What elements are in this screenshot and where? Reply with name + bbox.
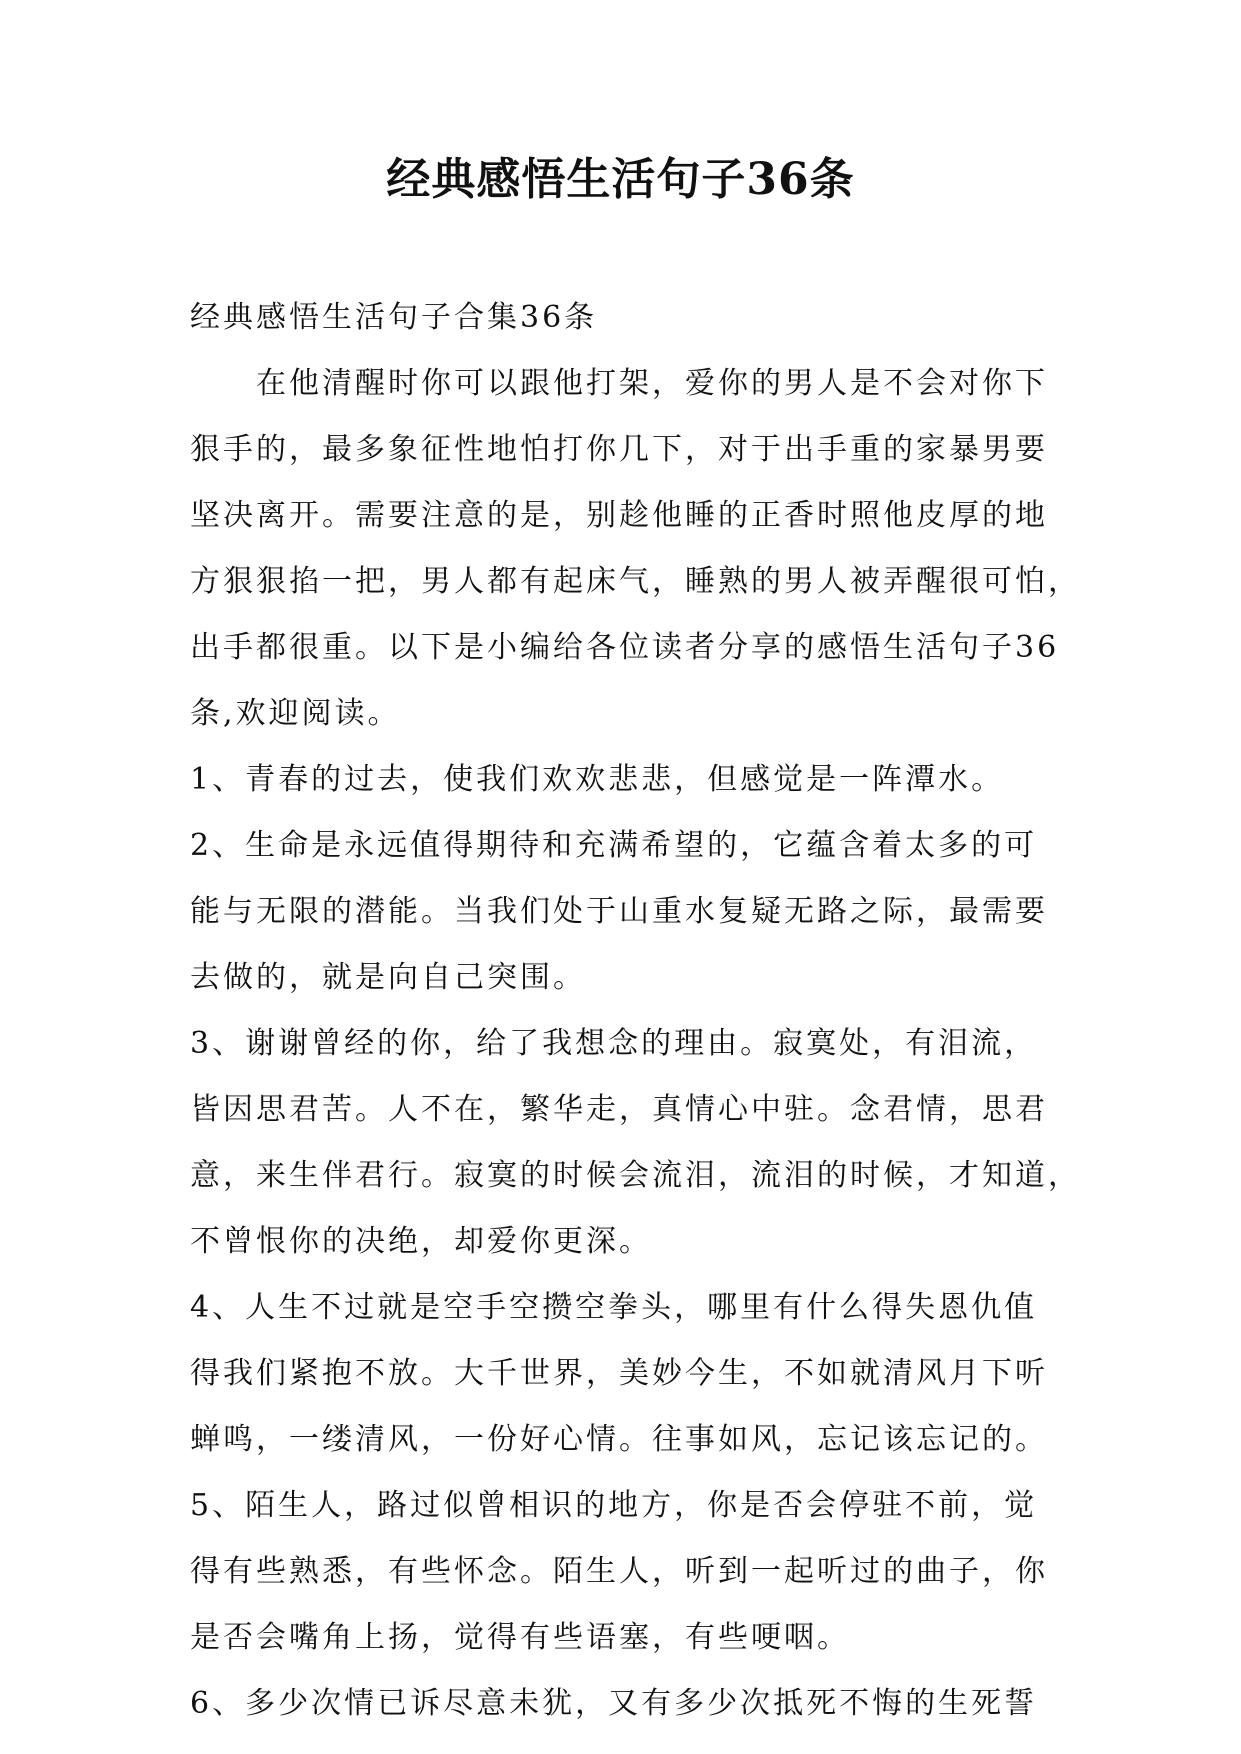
text-line: 2、生命是永远值得期待和充满希望的，它蕴含着太多的可 (190, 828, 1038, 863)
text-line: 得有些熟悉，有些怀念。陌生人，听到一起听过的曲子，你 (190, 1554, 1048, 1589)
text-line: 皆因思君苦。人不在，繁华走，真情心中驻。念君情，思君 (190, 1092, 1048, 1127)
document-body (190, 285, 1081, 1737)
text-line: 坚决离开。需要注意的是，别趁他睡的正香时照他皮厚的地 (190, 498, 1048, 533)
text-line: 方狠狠掐一把，男人都有起床气，睡熟的男人被弄醒很可怕， (190, 564, 1081, 599)
text-line: 意，来生伴君行。寂寞的时候会流泪，流泪的时候，才知道， (190, 1158, 1081, 1193)
text-line: 狠手的，最多象征性地怕打你几下，对于出手重的家暴男要 (190, 432, 1048, 467)
document-title: 经典感悟生活句子36条 (386, 154, 855, 205)
text-line: 是否会嘴角上扬，觉得有些语塞，有些哽咽。 (190, 1620, 850, 1655)
text-line: 条,欢迎阅读。 (190, 696, 401, 731)
text-line: 经典感悟生活句子合集36条 (190, 300, 598, 335)
text-line: 去做的，就是向自己突围。 (190, 960, 586, 995)
text-line: 4、人生不过就是空手空攒空拳头，哪里有什么得失恩仇值 (190, 1290, 1038, 1325)
text-line: 得我们紧抱不放。大千世界，美妙今生，不如就清风月下听 (190, 1356, 1048, 1391)
text-line: 在他清醒时你可以跟他打架，爱你的男人是不会对你下 (256, 366, 1048, 401)
text-line: 能与无限的潜能。当我们处于山重水复疑无路之际，最需要 (190, 894, 1048, 929)
text-line: 蝉鸣，一缕清风，一份好心情。往事如风，忘记该忘记的。 (190, 1422, 1048, 1457)
text-line: 不曾恨你的决绝，却爱你更深。 (190, 1224, 652, 1259)
text-line: 5、陌生人，路过似曾相识的地方，你是否会停驻不前，觉 (190, 1488, 1038, 1523)
text-line: 1、青春的过去，使我们欢欢悲悲，但感觉是一阵潭水。 (190, 762, 1005, 797)
text-line: 3、谢谢曾经的你，给了我想念的理由。寂寞处，有泪流， (190, 1026, 1038, 1061)
text-line: 出手都很重。以下是小编给各位读者分享的感悟生活句子36 (190, 630, 1060, 665)
text-line: 6、多少次情已诉尽意未犹，又有多少次抵死不悔的生死誓 (190, 1686, 1038, 1721)
